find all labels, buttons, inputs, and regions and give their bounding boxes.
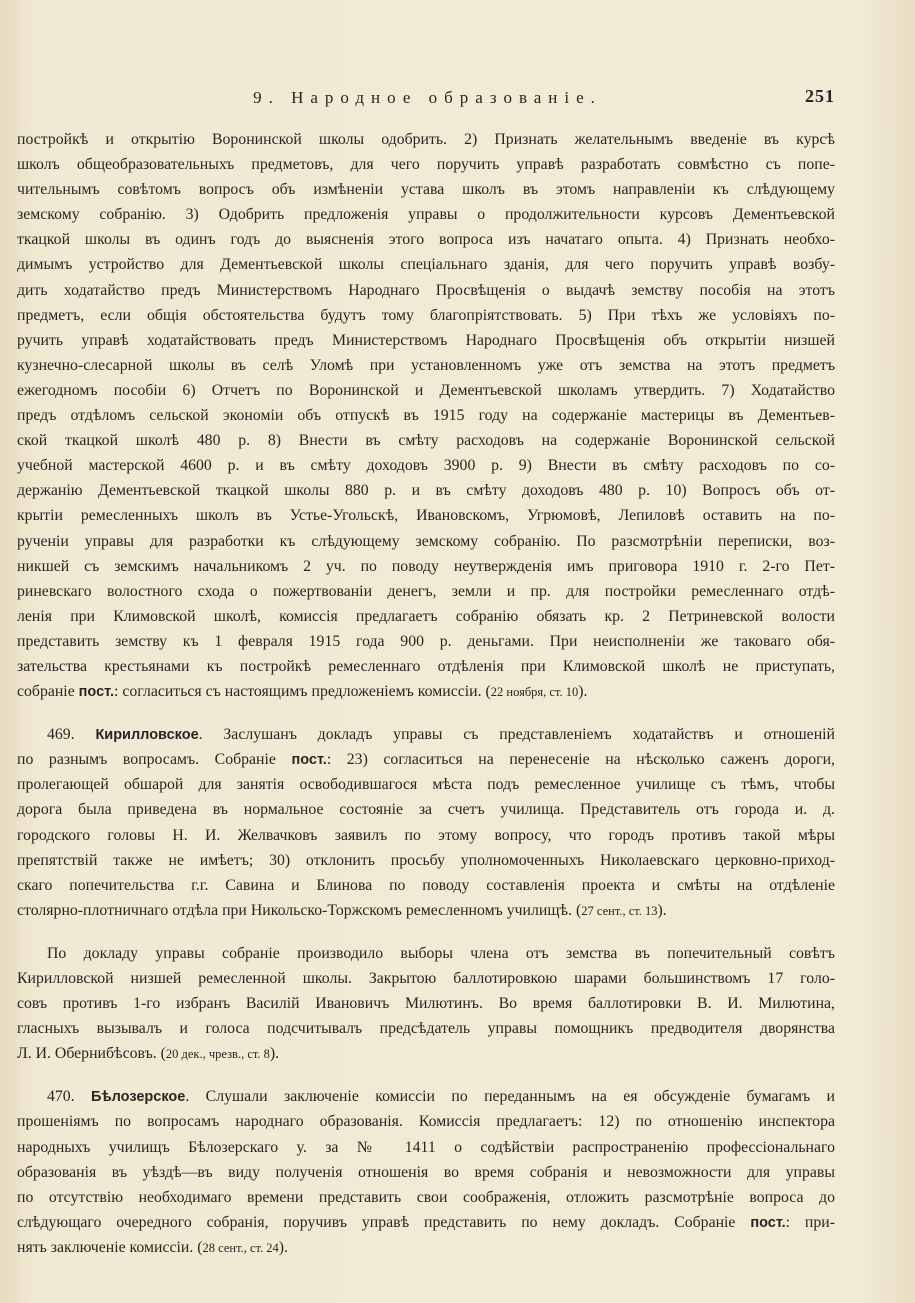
text-line: зательства крестьянами къ постройкѣ ремесленнаго отдѣленія при Климовской школѣ не приступать, — [17, 657, 835, 675]
text-line: школъ общеобразовательныхъ предметовъ, для чего поручить управѣ разработать совмѣстно съ попе- — [17, 156, 835, 174]
election-paragraph — [17, 941, 835, 1066]
text-fragment: : согласиться съ настоящимъ предложеніемъ комиссіи. ( — [114, 683, 491, 701]
text-fragment: : 23) согласиться на перенесеніе на нѣсколько саженъ дороги, — [326, 751, 836, 769]
text-line — [17, 747, 835, 772]
text-line: прошеніямъ по вопросамъ народнаго образованія. Комиссія предлагаетъ: 12) по отношенію инспектора — [17, 1113, 835, 1131]
text-line: дорога была приведена въ нормальное состояніе за счетъ училища. Представитель отъ города и. д. — [17, 801, 835, 819]
text-fragment: ). — [657, 901, 667, 919]
text-line — [17, 679, 835, 704]
text-line: По докладу управы собраніе производило выборы члена отъ земства въ попечительный совѣтъ — [47, 944, 835, 962]
entry-number: 470. — [47, 1088, 75, 1106]
text-line: земскому собранію. 3) Одобрить предложенія управы о продолжительности курсовъ Дементьевской — [17, 206, 835, 224]
paragraph-continuation — [17, 127, 835, 704]
text-line: риневскаго волостного схода о пожертвованіи денегъ, земли и пр. для постройки ремесленнаго отдѣ- — [17, 582, 835, 600]
text-line: скаго попечительства г.г. Савина и Блинова по поводу составленія проекта и смѣты на отдѣленіе — [17, 876, 835, 894]
text-fragment: . Заслушанъ докладъ управы съ представленіемъ ходатайствъ и отношеній — [198, 726, 835, 744]
entry-470 — [17, 1084, 835, 1260]
text-line: держанію Дементьевской ткацкой школы 880 р. и въ смѣту доходовъ 480 р. 10) Вопросъ объ от- — [17, 482, 835, 500]
source-reference: 28 сент., ст. 24 — [202, 1240, 279, 1255]
text-line: ежегодномъ пособіи 6) Отчетъ по Воронинской и Дементьевской школамъ утвердить. 7) Ходатайство — [17, 381, 835, 399]
decision-keyword: пост. — [78, 684, 115, 701]
text-line — [17, 1235, 835, 1260]
text-line — [17, 722, 835, 747]
text-line: димымъ устройство для Дементьевской школы спеціальнаго зданія, для чего поручить управѣ возбу- — [17, 256, 835, 274]
text-line — [17, 1084, 835, 1109]
entry-469 — [17, 722, 835, 923]
text-fragment: ). — [278, 1238, 289, 1256]
text-line: чительнымъ совѣтомъ вопросъ объ измѣненіи устава школъ въ этомъ направленіи къ слѣдующему — [17, 181, 835, 199]
text-line: гласныхъ вызывалъ и голоса подсчитывалъ предсѣдатель управы помощникъ предводителя дворянства — [17, 1020, 835, 1038]
text-line — [17, 1210, 835, 1235]
decision-keyword: пост. — [750, 1214, 786, 1231]
text-line: ской ткацкой школѣ 480 р. 8) Внести въ смѣту расходовъ на содержаніе Воронинской сельской — [17, 432, 835, 450]
text-line: ткацкой школы въ одинъ годъ до выясненія этого вопроса изъ начатаго опыта. 4) Признать необхо- — [17, 231, 835, 249]
district-name: Бѣлозерское — [91, 1089, 186, 1106]
text-line: рученіи управы для разработки къ слѣдующему земскому собранію. По разсмотрѣніи переписки, воз- — [17, 532, 835, 550]
text-line: кузнечно-слесарной школы въ селѣ Уломѣ при установленномъ уже отъ земства на этотъ предметъ — [17, 356, 835, 374]
text-line: городского головы Н. И. Желвачковъ заявилъ по этому вопросу, что городъ противъ такой мѣры — [17, 826, 835, 844]
decision-keyword: пост. — [291, 752, 327, 769]
text-line: пролегающей обшарой для занятія освободившагося мѣста подъ ремесленное училище съ тѣмъ, чтобы — [17, 776, 835, 794]
text-line: по отсутствію необходимаго времени представить свои соображенія, отложить разсмотрѣніе вопроса до — [17, 1188, 835, 1206]
section-title: 9. Народное образованіе. — [253, 88, 602, 107]
page-number: 251 — [805, 86, 835, 106]
text-line: Кирилловской низшей ремесленной школы. Закрытою баллотировкою шарами большинствомъ 17 голо- — [17, 970, 835, 987]
text-line: никшей съ земскимъ начальникомъ 2 уч. по поводу неутвержденія имъ приговора 1910 г. 2-го Пет- — [17, 557, 835, 575]
district-name: Кирилловское — [95, 727, 199, 744]
page-body — [17, 127, 835, 1260]
text-line: препятствій также не имѣетъ; 30) отклонить просьбу уполномоченныхъ Николаевскаго церковно-приход- — [17, 851, 835, 869]
text-line: крытіи ремесленныхъ школъ въ Устье-Угольскѣ, Ивановскомъ, Угрюмовѣ, Лепиловѣ оставить на по- — [17, 507, 835, 525]
text-line: ручить управѣ ходатайствовать предъ Министерствомъ Народнаго Просвѣщенія объ открытіи низшей — [17, 331, 835, 349]
text-fragment: слѣдующаго очередного собранія, поручивъ управѣ представить по нему докладъ. Собраніе — [17, 1213, 736, 1231]
text-line — [17, 898, 835, 923]
entry-number: 469. — [47, 726, 75, 744]
text-line: дить ходатайство предъ Министерствомъ Народнаго Просвѣщенія о выдачѣ земству пособія на этотъ — [17, 281, 835, 299]
text-fragment: столярно-плотничнаго отдѣла при Никольско-Торжскомъ ремесленномъ училищѣ. ( — [17, 901, 582, 919]
text-fragment: ). — [578, 683, 588, 701]
text-fragment: : при- — [785, 1213, 835, 1231]
text-line — [17, 1041, 835, 1066]
text-line: предъ отдѣломъ сельской экономіи объ отпускѣ въ 1915 году на содержаніе мастерицы въ Дементьев- — [17, 407, 835, 425]
source-reference: 22 ноября, ст. 10 — [490, 685, 579, 700]
text-line: учебной мастерской 4600 р. и въ смѣту доходовъ 3900 р. 9) Внести въ смѣту расходовъ по со- — [17, 457, 835, 475]
text-fragment: собраніе — [17, 683, 75, 701]
text-fragment: нять заключеніе комиссіи. ( — [17, 1238, 203, 1256]
source-reference: 27 сент., ст. 13 — [581, 903, 658, 918]
text-line: постройкѣ и открытію Воронинской школы одобрить. 2) Признать желательнымъ введеніе въ курсѣ — [17, 131, 835, 148]
text-line: ленія при Климовской школѣ, комиссія предлагаетъ собранію обязать кр. 2 Петриневской волости — [17, 607, 835, 625]
text-line: образованія въ уѣздѣ—въ виду полученія отношенія во время собранія и невозможности для управы — [17, 1163, 835, 1181]
text-line: представить земству къ 1 февраля 1915 года 900 р. деньгами. При неисполненіи же таковаго обя- — [17, 632, 835, 650]
text-line: народныхъ училищъ Бѣлозерскаго у. за № 1411 о содѣйствіи распространенію профессіональнаго — [17, 1138, 835, 1156]
text-fragment: . Слушали заключеніе комиссіи по переданнымъ на ея обсужденіе бумагамъ и — [185, 1088, 835, 1106]
page-header — [20, 86, 835, 116]
text-line: совъ противъ 1-го избранъ Василій Ивановичъ Милютинъ. Во время баллотировки В. И. Милютина, — [17, 995, 835, 1013]
text-fragment: ). — [269, 1045, 280, 1063]
text-fragment: Л. И. Обернибѣсовъ. ( — [17, 1045, 166, 1063]
text-fragment: по разнымъ вопросамъ. Собраніе — [17, 751, 276, 769]
source-reference: 20 дек., чрезв., ст. 8 — [165, 1047, 270, 1062]
text-line: предметъ, если общія обстоятельства будутъ тому благопріятствовать. 5) При тѣхъ же условіяхъ по- — [17, 306, 835, 324]
